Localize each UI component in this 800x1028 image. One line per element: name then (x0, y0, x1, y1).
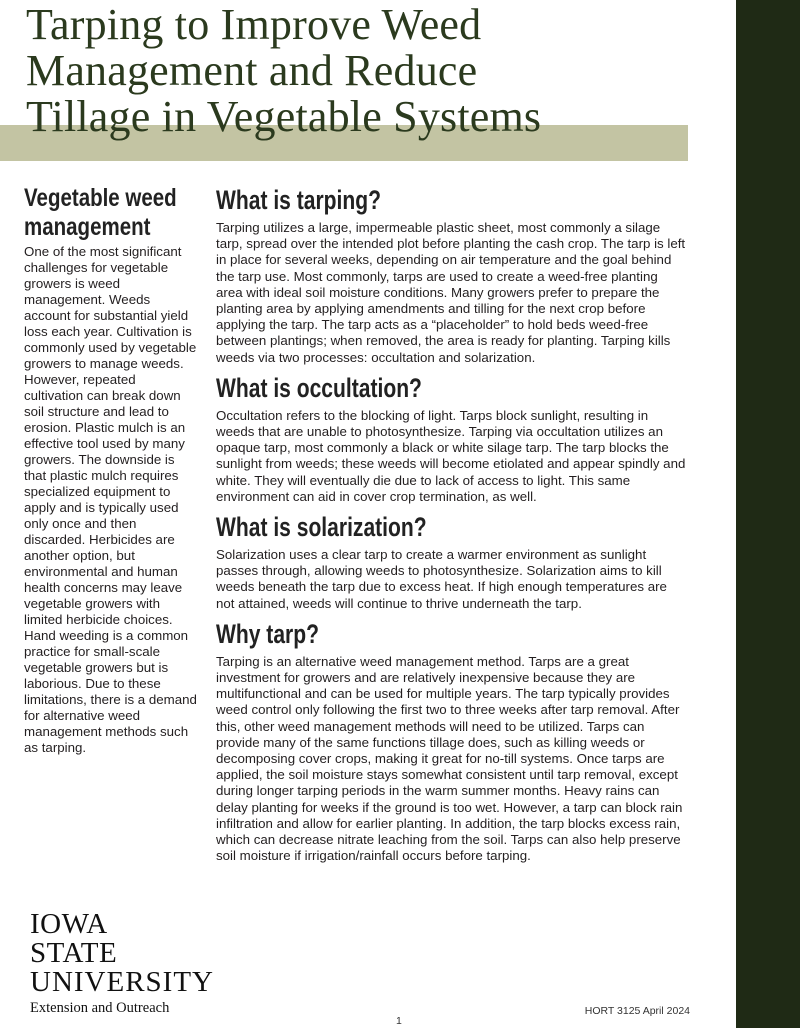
section-why-tarp (216, 618, 686, 865)
section-body: Solarization uses a clear tarp to create a warmer environment as sunlight passes through, allowing weeds to photosynthesize. Solarization aims to kill weeds beneath the tarp due to excess heat. If high enough temperatures are not attained, weeds will continue to thrive underneath the tarp. (216, 547, 667, 611)
section-body: Tarping is an alternative weed management method. Tarps are a great investment for growers and are relatively inexpensive because they are multifunctional and can be used for multiple years. The tarp typically provides weed control only following the first two to three weeks after tarp removal. After this, other weed management methods will need to be utilized. Tarps can provide many of the same functions tillage does, such as killing weeds or decomposing cover crops, making it great for no-till systems. Once tarps are applied, the soil moisture stays somewhat consistent until tarp removal, except during longer tarping periods in the warm summer months. Heavy rains can delay planting for weeks if the ground is too wet. However, a tarp can block rain infiltration and allow for earlier planting. In addition, the tarp blocks excess rain, which can decrease nitrate leaching from the soil. Tarps can also help preserve soil moisture if irrigation/rainfall occurs before tarping. (216, 653, 683, 864)
section-heading: What is occultation? (216, 372, 422, 403)
section-solarization (216, 511, 686, 612)
sidebar-column (24, 184, 198, 756)
logo-line-1: IOWA STATE (30, 908, 118, 969)
sidebar-body: One of the most significant challenges for vegetable growers is weed management. Weeds account for substantial yield loss each year. Cultivation is commonly used by vegetable growers to manage weeds. However, repeated cultivation can break down soil structure and lead to erosion. Plastic mulch is an effective tool used by many growers. The downside is that plastic mulch requires specialized equipment to apply and is typically used only once and then discarded. Herbicides are another option, but environmental and human health concerns may leave vegetable growers with limited herbicide choices. Hand weeding is a common practice for small-scale vegetable growers but is laborious. Due to these limitations, there is a demand for alternative weed management methods such as tarping. (24, 244, 197, 755)
section-body: Tarping utilizes a large, impermeable plastic sheet, most commonly a silage tarp, spread over the intended plot before planting the cash crop. The tarp is left in place for several weeks, depending on air temperature and the goal behind the tarp use. Most commonly, tarps are used to create a weed-free planting area with ideal soil moisture conditions. Many growers prefer to prepare the planting area by applying amendments and tilling for the next crop before applying the tarp. The tarp acts as a “placeholder” to hold beds weed-free between plantings; when removed, the area is ready for planting. Tarping kills weeds via two processes: occultation and solarization. (216, 220, 686, 365)
document-title (26, 2, 726, 140)
main-column (216, 184, 686, 871)
logo-line-3: Extension and Outreach (30, 1000, 170, 1016)
logo-line-2: UNIVERSITY (30, 966, 214, 998)
side-accent-bar (736, 0, 800, 1028)
section-heading: Why tarp? (216, 618, 319, 649)
iowa-state-logo (30, 908, 214, 1017)
section-body: Occultation refers to the blocking of light. Tarps block sunlight, resulting in weeds that are unable to photosynthesize. Tarping via occultation utilizes an opaque tarp, most commonly a black or white silage tarp. The tarp blocks the sunlight from weeds; these weeds will become etiolated and appear spindly and white. They will eventually die due to lack of access to light. This same environment can aid in cover crop termination, as well. (216, 407, 686, 504)
title-line-3: Tillage in Vegetable Systems (26, 92, 542, 141)
section-heading: What is solarization? (216, 512, 427, 543)
section-tarping (216, 184, 686, 366)
title-line-2: Management and Reduce (26, 46, 478, 95)
page-number: 1 (396, 1015, 402, 1027)
title-line-1: Tarping to Improve Weed (26, 0, 482, 49)
publication-id: HORT 3125 April 2024 (584, 1005, 690, 1017)
section-heading: What is tarping? (216, 185, 381, 215)
sidebar-heading: Vegetable weed management (24, 184, 177, 241)
section-occultation (216, 372, 686, 505)
